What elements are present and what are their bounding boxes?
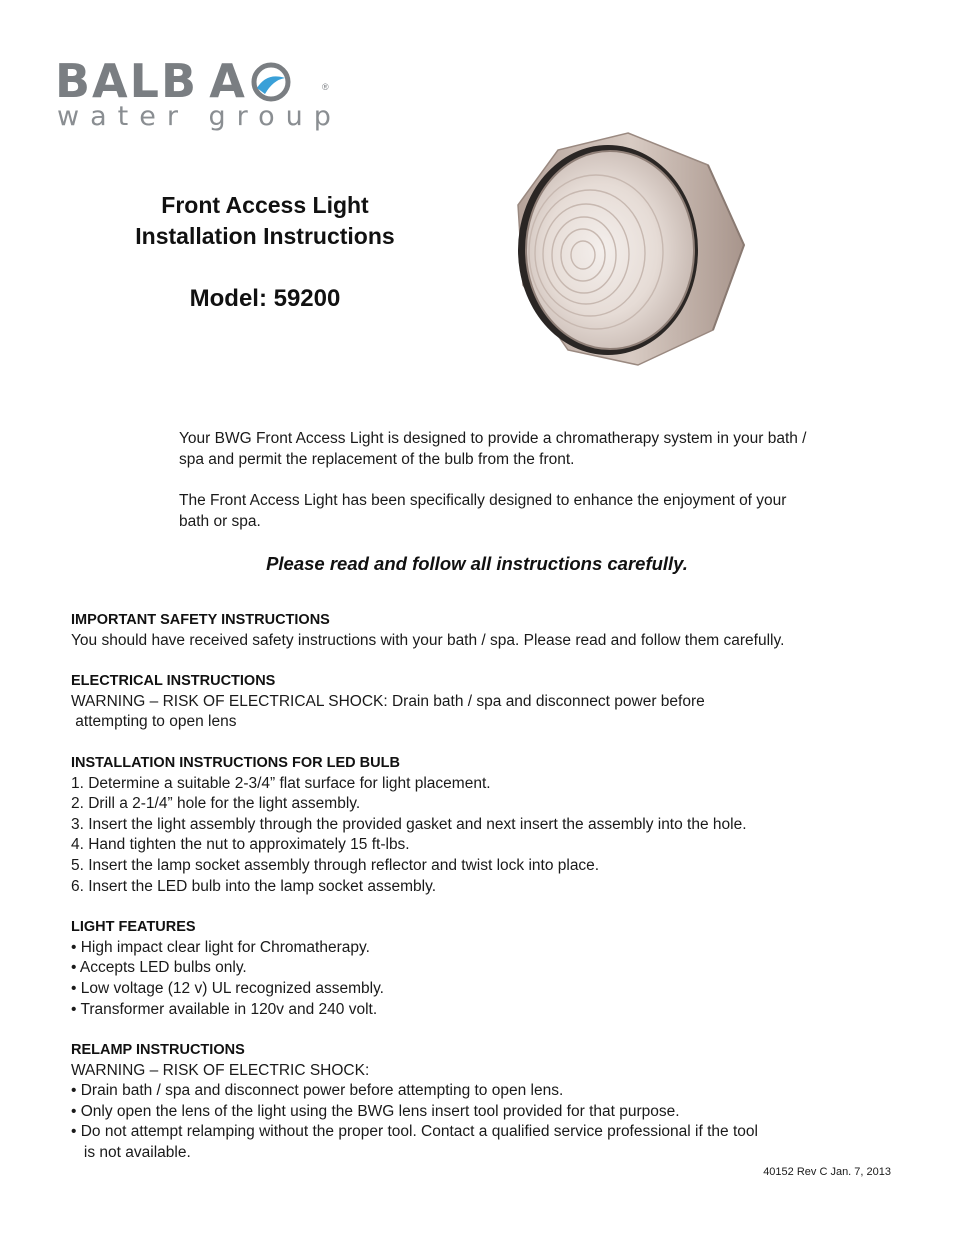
balboa-logo (55, 54, 345, 138)
step-line: 3. Insert the light assembly through the provided gasket and next insert the assembly into the hole. (71, 815, 747, 833)
step-line: 5. Insert the lamp socket assembly through reflector and twist lock into place. (71, 856, 600, 874)
section-heading: ELECTRICAL INSTRUCTIONS (71, 673, 276, 690)
model-number: Model: 59200 (189, 285, 341, 312)
section-heading: RELAMP INSTRUCTIONS (71, 1042, 245, 1059)
step-line: 1. Determine a suitable 2-3/4” flat surface for light placement. (71, 774, 491, 792)
bullet-line: • Transformer available in 120v and 240 volt. (71, 1000, 378, 1018)
bullet-line: • Do not attempt relamping without the proper tool. Contact a qualified service professional if the tool (71, 1123, 758, 1141)
logo-swirl-icon (251, 62, 291, 102)
bullet-line: is not available. (71, 1144, 191, 1162)
document-revision: 40152 Rev C Jan. 7, 2013 (763, 1166, 891, 1178)
intro-text (179, 428, 819, 552)
section-line: You should have received safety instructions with your bath / spa. Please read and follow them carefully. (71, 631, 785, 649)
registered-mark: ® (322, 82, 329, 92)
installation-section (71, 753, 901, 897)
section-heading: LIGHT FEATURES (71, 919, 196, 936)
logo-wordmark (55, 54, 247, 108)
front-access-light-image (508, 125, 748, 370)
electrical-section (71, 671, 901, 733)
logo-brand-text: BALB A (55, 54, 247, 108)
section-line: WARNING – RISK OF ELECTRICAL SHOCK: Drain bath / spa and disconnect power before (71, 692, 705, 710)
title-line-1: Front Access Light (161, 192, 369, 218)
section-heading: IMPORTANT SAFETY INSTRUCTIONS (71, 612, 330, 628)
intro-paragraph-1: Your BWG Front Access Light is designed to provide a chromatherapy system in your bath / spa and permit the replacement of the bulb from the front. (179, 430, 807, 468)
intro-paragraph-2: The Front Access Light has been specifically designed to enhance the enjoyment of your bath or spa. (179, 492, 787, 530)
bullet-line: • Drain bath / spa and disconnect power before attempting to open lens. (71, 1082, 564, 1100)
document-title (95, 190, 435, 314)
bullet-line: • Only open the lens of the light using the BWG lens insert tool provided for that purpose. (71, 1102, 680, 1120)
step-line: 2. Drill a 2-1/4” hole for the light assembly. (71, 795, 361, 813)
bullet-line: WARNING – RISK OF ELECTRIC SHOCK: (71, 1061, 370, 1079)
bullet-line: • High impact clear light for Chromatherapy. (71, 938, 370, 956)
logo-tagline: water group (57, 101, 342, 132)
instruction-sections (71, 610, 901, 1184)
safety-section (71, 610, 901, 651)
section-heading: INSTALLATION INSTRUCTIONS FOR LED BULB (71, 754, 400, 771)
step-line: 4. Hand tighten the nut to approximately 15 ft-lbs. (71, 836, 410, 854)
title-line-2: Installation Instructions (135, 223, 395, 249)
bullet-line: • Accepts LED bulbs only. (71, 959, 247, 977)
read-instructions-notice: Please read and follow all instructions carefully. (266, 553, 688, 574)
features-section (71, 917, 901, 1020)
section-line: attempting to open lens (71, 713, 237, 731)
relamp-section (71, 1040, 901, 1164)
step-line: 6. Insert the LED bulb into the lamp socket assembly. (71, 877, 437, 895)
bullet-line: • Low voltage (12 v) UL recognized assembly. (71, 979, 384, 997)
